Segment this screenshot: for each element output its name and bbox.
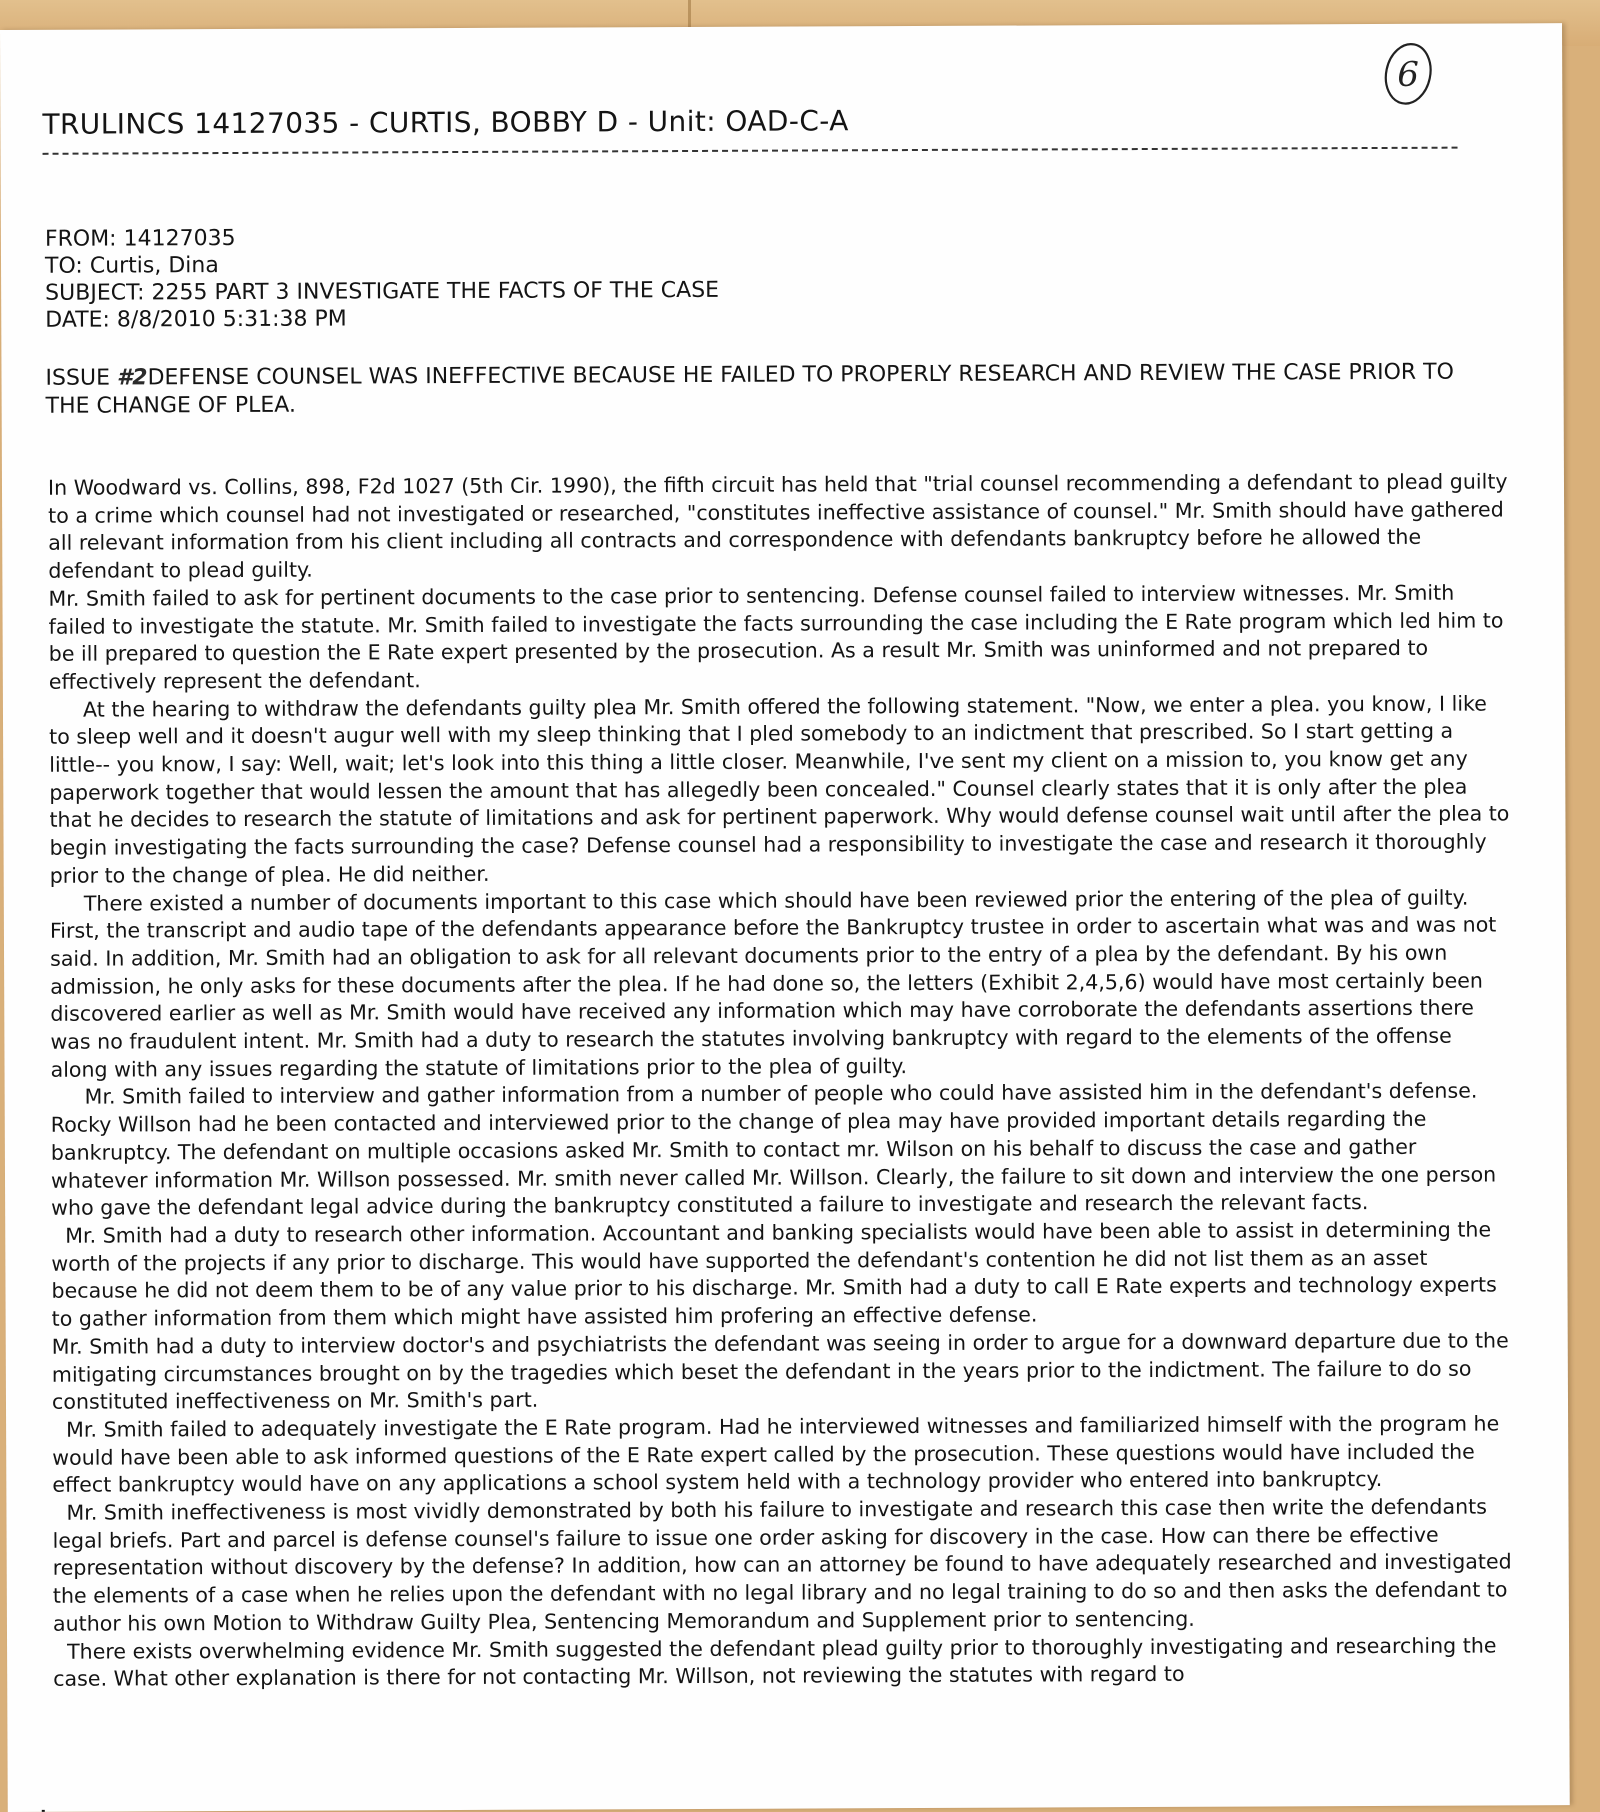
- document-page: [0, 23, 1570, 1812]
- to-line: TO: Curtis, Dina: [44, 253, 219, 279]
- subject-line: SUBJECT: 2255 PART 3 INVESTIGATE THE FACTS OF THE CASE: [45, 277, 720, 306]
- issue-heading: [45, 359, 1485, 421]
- paragraph: There existed a number of documents important to this case which should have been reviewed prior the entering of the plea of guilty. First, the transcript and audio tape of the defendants appearance before the Bankruptcy trustee in order to ascertain what was and was not said. In addition, Mr. Smith had an obligation to ask for all relevant documents prior to the entry of a plea by the defendant. By his own admission, he only asks for these documents after the plea. If he had done so, the letters (Exhibit 2,4,5,6) would have most certainly been discovered earlier as well as Mr. Smith would have received any information which may have corroborate the defendants assertions there was no fraudulent intent. Mr. Smith had a duty to research the statutes involving bankruptcy with regard to the elements of the offense along with any issues regarding the statute of limitations prior to the plea of guilty.: [49, 885, 1497, 1082]
- issue-number-handwritten: #2: [116, 365, 148, 391]
- handwritten-number: 6: [1397, 54, 1420, 95]
- scan-edge-marks: [40, 1806, 80, 1812]
- body-text: [48, 468, 1513, 1693]
- paragraph: Mr. Smith failed to adequately investigate the E Rate program. Had he interviewed witnesses and familiarized himself with the program he would have been able to ask informed questions of the E Rate expert called by the prosecution. These questions would have included the effect bankruptcy would have on any applications a school system held with a technology provider who entered into bankruptcy.: [52, 1411, 1500, 1498]
- date-line: DATE: 8/8/2010 5:31:38 PM: [45, 306, 347, 333]
- paragraph: Mr. Smith failed to ask for pertinent documents to the case prior to sentencing. Defense counsel failed to interview witnesses. Mr. Smith failed to investigate the statute. Mr. Smith failed to investigate the facts surrounding the case including the E Rate program which led him to be ill prepared to question the E Rate expert presented by the prosecution. As a result Mr. Smith was uninformed and not prepared to effectively represent the defendant.: [48, 580, 1504, 694]
- issue-text: DEFENSE COUNSEL WAS INEFFECTIVE BECAUSE HE FAILED TO PROPERLY RESEARCH AND REVIEW THE CASE PRIOR TO THE CHANGE OF PLEA.: [45, 359, 1454, 419]
- paragraph: In Woodward vs. Collins, 898, F2d 1027 (5th Cir. 1990), the fifth circuit has held that "trial counsel recommending a defendant to plead guilty to a crime which counsel had not investigated or researched, "constitutes ineffective assistance of counsel." Mr. Smith should have gathered all relevant information from his client including all contracts and correspondence with defendants bankruptcy before he allowed the defendant to plead guilty.: [47, 469, 1508, 583]
- paragraph: At the hearing to withdraw the defendants guilty plea Mr. Smith offered the following statement. "Now, we enter a plea. you know, I like to sleep well and it doesn't augur well with my sleep thinking that I pled somebody to an indictment that prescribed. So I start getting a little-- you know, I say: Well, wait; let's look into this thing a little closer. Meanwhile, I've sent my client on a mission to, you know get any paperwork together that would lessen the amount that has allegedly been concealed." Counsel clearly states that it is only after the plea that he decides to research the statute of limitations and ask for pertinent paperwork. Why would defense counsel wait until after the plea to begin investigating the facts surrounding the case? Defense counsel had a responsibility to investigate the case and research it thoroughly prior to the change of plea. He did neither.: [49, 691, 1510, 888]
- paragraph: Mr. Smith failed to interview and gather information from a number of people who could have assisted him in the defendant's defense. Rocky Willson had he been contacted and interviewed prior to the change of plea may have provided important details regarding the bankruptcy. The defendant on multiple occasions asked Mr. Smith to contact mr. Wilson on his behalf to discuss the case and gather whatever information Mr. Willson possessed. Mr. smith never called Mr. Willson. Clearly, the failure to sit down and interview the one person who gave the defendant legal advice during the bankruptcy constituted a failure to investigate and research the relevant facts.: [50, 1079, 1497, 1221]
- paragraph: Mr. Smith had a duty to research other information. Accountant and banking specialists would have been able to assist in determining the worth of the projects if any prior to discharge. This would have supported the defendant's contention he did not list them as an asset because he did not deem them to be of any value prior to his discharge. Mr. Smith had a duty to call E Rate experts and technology experts to gather information from them which might have assisted him profering an effective defense.: [51, 1217, 1497, 1331]
- header-dashed-divider: [43, 147, 1458, 155]
- from-line: FROM: 14127035: [44, 225, 236, 252]
- paragraph: Mr. Smith had a duty to interview doctor's and psychiatrists the defendant was seeing in order to argue for a downward departure due to the mitigating circumstances brought on by the tragedies which beset the defendant in the years prior to the indictment. The failure to do so constituted ineffectiveness on Mr. Smith's part.: [51, 1328, 1509, 1414]
- paragraph: Mr. Smith ineffectiveness is most vividly demonstrated by both his failure to investigate and research this case then write the defendants legal briefs. Part and parcel is defense counsel's failure to issue one order asking for discovery in the case. How can there be effective representation without discovery by the defense? In addition, how can an attorney be found to have adequately researched and investigated the elements of a case when he relies upon the defendant with no legal library and no legal training to do so and then asks the defendant to author his own Motion to Withdraw Guilty Plea, Sentencing Memorandum and Supplement prior to sentencing.: [52, 1494, 1512, 1636]
- message-meta: [45, 223, 719, 334]
- paragraph: There exists overwhelming evidence Mr. Smith suggested the defendant plead guilty prior to thoroughly investigating and researching the case. What other explanation is there for not contacting Mr. Willson, not reviewing the statutes with regard to: [53, 1633, 1497, 1692]
- circled-page-number-annotation: [1380, 36, 1436, 110]
- issue-prefix: ISSUE: [45, 365, 117, 391]
- trulincs-header: TRULINCS 14127035 - CURTIS, BOBBY D - Unit: OAD-C-A: [42, 104, 849, 141]
